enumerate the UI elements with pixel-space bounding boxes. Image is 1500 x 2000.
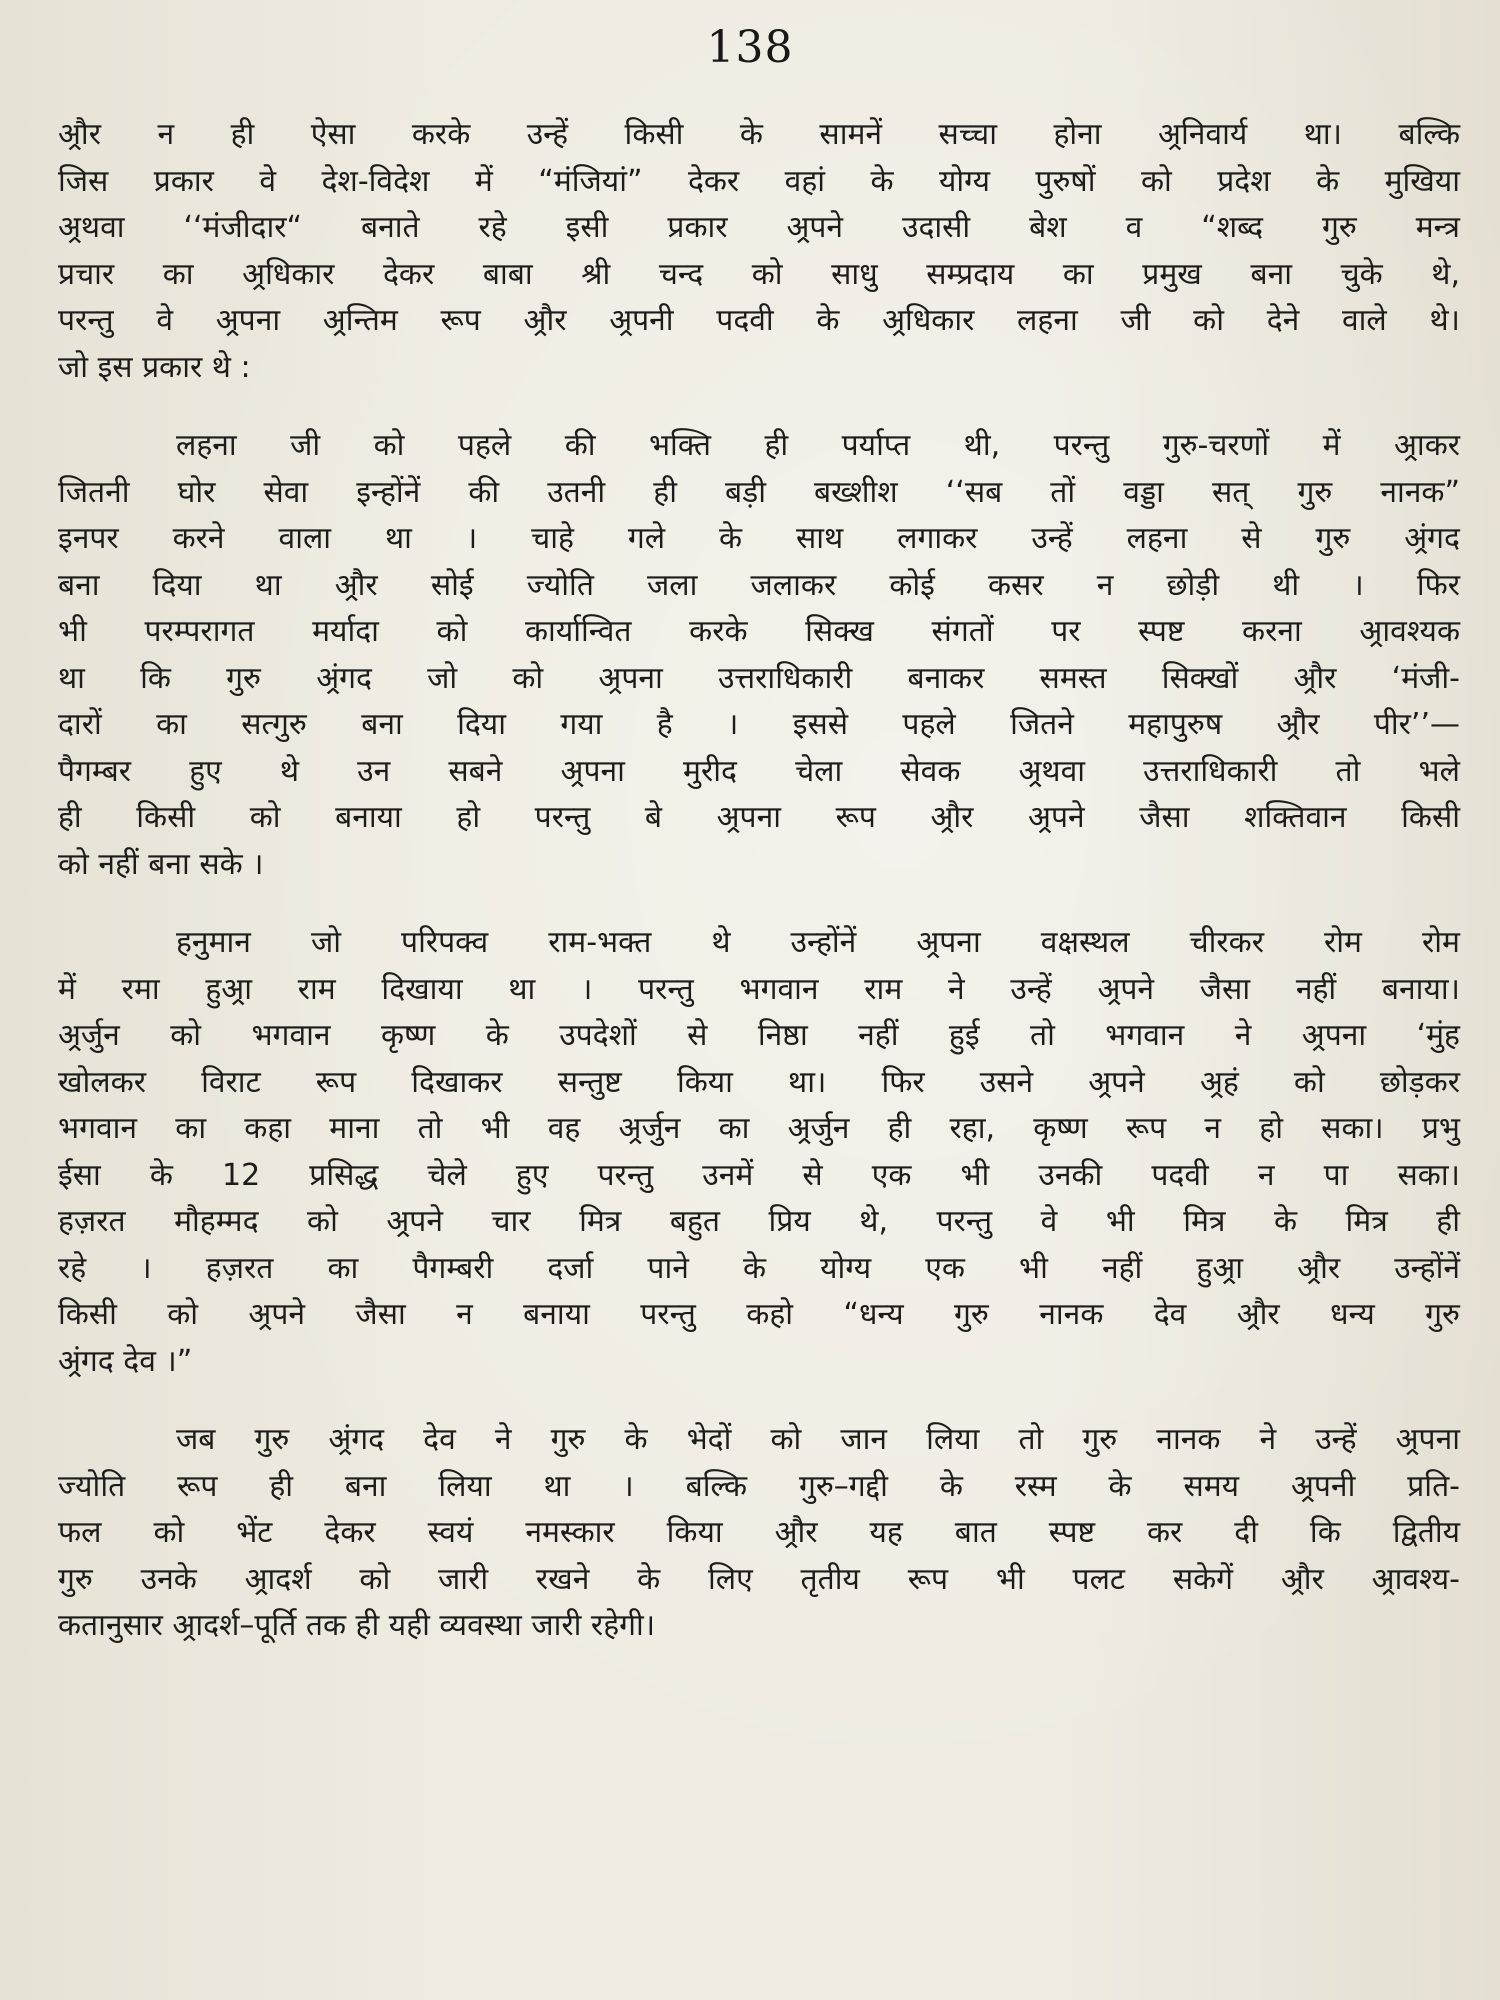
text-line: भगवान का कहा माना तो भी वह अ्रर्जुन का अ्रर्जुन ही रहा, कृष्ण रूप न हो सका। प्रभु bbox=[58, 1111, 1460, 1146]
paragraph-1 bbox=[58, 112, 1460, 391]
text-line: ही किसी को बनाया हो परन्तु बे अ्रपना रूप अ्रौर अ्रपने जैसा शक्तिवान किसी bbox=[58, 800, 1460, 835]
text-line: दारों का सत्गुरु बना दिया गया है । इससे पहले जितने महापुरुष अ्रौर पीर’’— bbox=[58, 707, 1460, 742]
text-line: हनुमान जो परिपक्व राम-भक्त थे उन्होंनें अ्रपना वक्षस्थल चीरकर रोम रोम bbox=[176, 925, 1460, 960]
text-line: जितनी घोर सेवा इन्होंनें की उतनी ही बड़ी बख्शीश ‘‘सब तों वड्डा सत् गुरु नानक” bbox=[58, 474, 1460, 510]
text-line: में रमा हुअ्रा राम दिखाया था । परन्तु भगवान राम ने उन्हें अ्रपने जैसा नहीं बनाया। bbox=[58, 971, 1460, 1007]
text-line: था कि गुरु अ्रंगद जो को अ्रपना उत्तराधिकारी बनाकर समस्त सिक्खों अ्रौर ‘मंजी- bbox=[58, 660, 1460, 696]
paragraph-2 bbox=[58, 423, 1460, 888]
body-text bbox=[58, 112, 1460, 1650]
text-line: परन्तु वे अ्रपना अ्रन्तिम रूप अ्रौर अ्रपनी पदवी के अ्रधिकार लहना जी को देने वाले थे। bbox=[58, 303, 1460, 338]
text-line: अ्रंगद देव ।” bbox=[58, 1343, 193, 1379]
text-line: खोलकर विराट रूप दिखाकर सन्तुष्ट किया था। फिर उसने अ्रपने अ्रहं को छोड़कर bbox=[58, 1064, 1460, 1100]
text-line: हज़रत मौहम्मद को अ्रपने चार मित्र बहुत प्रिय थे, परन्तु वे भी मित्र के मित्र ही bbox=[58, 1204, 1460, 1239]
text-line: अ्रथवा ‘‘मंजीदार“ बनाते रहे इसी प्रकार अ्रपने उदासी बेश व “शब्द गुरु मन्त्र bbox=[58, 210, 1460, 245]
text-line: जब गुरु अ्रंगद देव ने गुरु के भेदों को जान लिया तो गुरु नानक ने उन्हें अ्रपना bbox=[176, 1422, 1460, 1457]
text-line: फल को भेंट देकर स्वयं नमस्कार किया अ्रौर यह बात स्पष्ट कर दी कि द्वितीय bbox=[58, 1515, 1460, 1550]
text-line: जिस प्रकार वे देश-विदेश में “मंजियां” देकर वहां के योग्य पुरुषों को प्रदेश के मुखिया bbox=[58, 163, 1460, 199]
text-line: किसी को अ्रपने जैसा न बनाया परन्तु कहो “धन्य गुरु नानक देव अ्रौर धन्य गुरु bbox=[58, 1297, 1460, 1332]
text-line: ज्योति रूप ही बना लिया था । बल्कि गुरु–गद्दी के रस्म के समय अ्रपनी प्रति- bbox=[58, 1468, 1460, 1504]
text-line: इनपर करने वाला था । चाहे गले के साथ लगाकर उन्हें लहना से गुरु अ्रंगद bbox=[58, 521, 1460, 556]
text-line: ईसा के 12 प्रसिद्ध चेले हुए परन्तु उनमें से एक भी उनकी पदवी न पा सका। bbox=[58, 1157, 1460, 1193]
paragraph-4 bbox=[58, 1417, 1460, 1650]
text-line: को नहीं बना सके । bbox=[58, 846, 264, 882]
text-line: प्रचार का अ्रधिकार देकर बाबा श्री चन्द को साधु सम्प्रदाय का प्रमुख बना चुके थे, bbox=[58, 256, 1460, 292]
text-line: अ्रर्जुन को भगवान कृष्ण के उपदेशों से निष्ठा नहीं हुई तो भगवान ने अ्रपना ‘मुंह bbox=[58, 1018, 1460, 1053]
text-line: पैगम्बर हुए थे उन सबने अ्रपना मुरीद चेला सेवक अ्रथवा उत्तराधिकारी तो भले bbox=[58, 753, 1460, 789]
text-line: कतानुसार अ्रादर्श–पूर्ति तक ही यही व्यवस्था जारी रहेगी। bbox=[58, 1608, 656, 1643]
page-number: 138 bbox=[706, 22, 794, 73]
paragraph-3 bbox=[58, 920, 1460, 1385]
text-line: अ्रौर न ही ऐसा करके उन्हें किसी के सामनें सच्चा होना अ्रनिवार्य था। बल्कि bbox=[58, 117, 1460, 152]
text-line: गुरु उनके अ्रादर्श को जारी रखने के लिए तृतीय रूप भी पलट सकेगें अ्रौर अ्रावश्य- bbox=[58, 1561, 1460, 1597]
text-line: भी परम्परागत मर्यादा को कार्यान्वित करके सिक्ख संगतों पर स्पष्ट करना अ्रावश्यक bbox=[58, 614, 1460, 649]
text-line: लहना जी को पहले की भक्ति ही पर्याप्त थी, परन्तु गुरु-चरणों में अ्राकर bbox=[176, 428, 1460, 463]
text-line: रहे । हज़रत का पैगम्बरी दर्जा पाने के योग्य एक भी नहीं हुअ्रा अ्रौर उन्होंनें bbox=[58, 1250, 1460, 1286]
text-line: जो इस प्रकार थे : bbox=[58, 349, 251, 385]
text-line: बना दिया था अ्रौर सोई ज्योति जला जलाकर कोई कसर न छोड़ी थी । फिर bbox=[58, 567, 1460, 603]
